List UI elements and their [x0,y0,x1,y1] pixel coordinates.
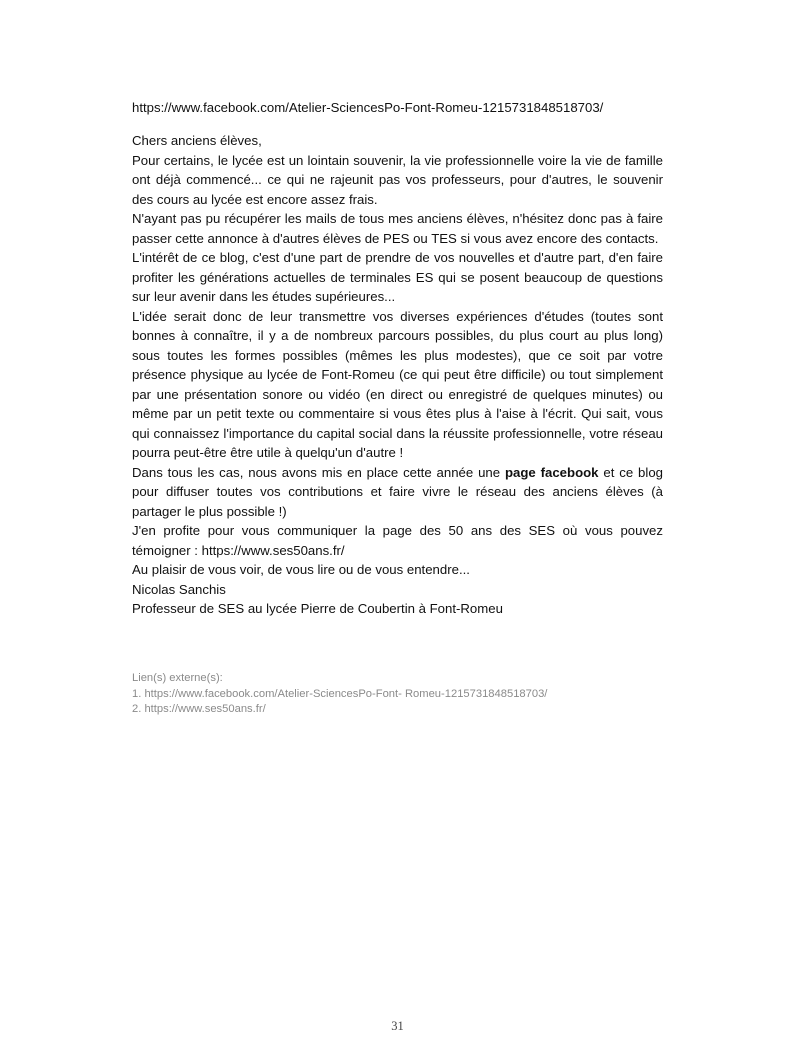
facebook-page-emphasis: page facebook [504,464,599,480]
letter-body [132,131,663,619]
paragraph-5-start: Dans tous les cas, nous avons mis en place cette année une [132,464,505,480]
paragraph-5-end: et ce blog pour diffuser toutes vos contributions et faire vivre le réseau des anciens élèves (à partager le plus possible !) [132,464,663,519]
signature-name: Nicolas Sanchis [132,581,226,597]
external-links [132,671,692,718]
paragraph-6: J'en profite pour vous communiquer la page des 50 ans des SES où vous pouvez témoigner : https://www.ses50ans.fr/ [132,523,663,558]
paragraph-1: Pour certains, le lycée est un lointain souvenir, la vie professionnelle voire la vie de famille ont déjà commencé... ce qui ne rajeunit pas vos professeurs, pour d'autres, le souvenir des cours au lycée est encore assez frais. [132,152,663,207]
greeting: Chers anciens élèves, [132,133,262,148]
external-link-1[interactable]: 1. https://www.facebook.com/Atelier-SciencesPo-Font- Romeu-1215731848518703/ [132,687,548,700]
external-link-2[interactable]: 2. https://www.ses50ans.fr/ [132,703,266,715]
paragraph-2: N'ayant pas pu récupérer les mails de tous mes anciens élèves, n'hésitez donc pas à faire passer cette annonce à d'autres élèves de PES ou TES si vous avez encore des contacts. [132,211,663,246]
page-number: 31 [391,1019,404,1033]
signature-title: Professeur de SES au lycée Pierre de Coubertin à Font-Romeu [132,601,503,616]
paragraph-5 [132,463,663,522]
paragraph-3: L'intérêt de ce blog, c'est d'une part de prendre de vos nouvelles et d'autre part, d'en faire profiter les générations actuelles de terminales ES qui se posent beaucoup de questions sur leur avenir dans les études supérieures... [132,250,663,304]
facebook-link[interactable]: https://www.facebook.com/Atelier-SciencesPo-Font-Romeu-1215731848518703/ [132,100,604,115]
paragraph-7: Au plaisir de vous voir, de vous lire ou de vous entendre... [132,562,470,577]
external-links-heading: Lien(s) externe(s): [132,672,223,684]
paragraph-4: L'idée serait donc de leur transmettre vos diverses expériences d'études (toutes sont bonnes à connaître, il y a de nombreux parcours possibles, du plus court au plus long) sous toutes les formes possibles (mêmes les plus modestes), que ce soit par votre présence physique au lycée de Font-Romeu (ce qui peut être difficile) ou tout simplement par une présentation sonore ou vidéo (en direct ou enregistré de quelques minutes) ou même par un petit texte ou commentaire si vous êtes plus à l'aise à l'écrit. Qui sait, vous qui connaissez l'importance du capital social dans la réussite professionnelle, votre réseau pourra peut-être être utile à quelqu'un d'autre ! [132,308,663,460]
